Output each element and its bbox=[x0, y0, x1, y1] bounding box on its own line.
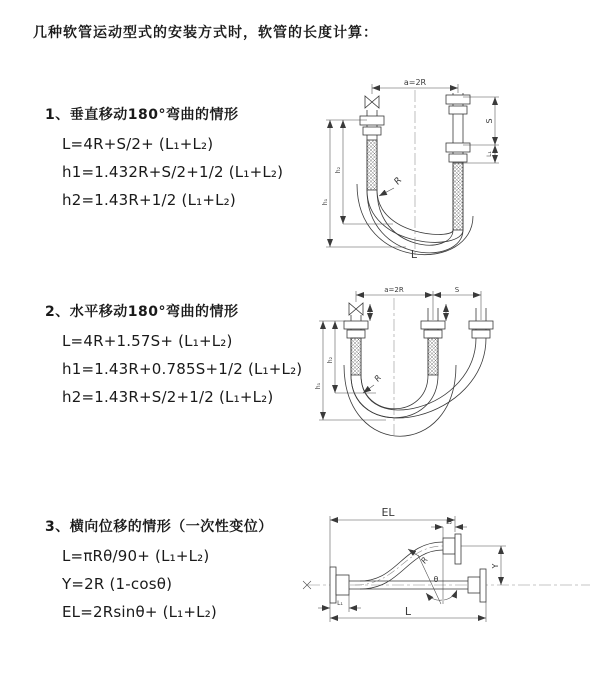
flange bbox=[446, 95, 470, 104]
dim-label-l2: L₂ bbox=[446, 519, 452, 526]
diagram-vertical-180-bend bbox=[308, 66, 553, 261]
section-lateral-displacement bbox=[45, 518, 273, 631]
flange bbox=[360, 116, 384, 125]
dim-label-el: EL bbox=[381, 506, 395, 519]
dim-label-l1: L₁ bbox=[337, 600, 343, 607]
dim-label-h1: h₁ bbox=[315, 382, 322, 390]
dimension-s-l1 bbox=[463, 97, 499, 163]
dim-label-h2: h₂ bbox=[327, 356, 334, 364]
braided-hose-section bbox=[351, 338, 361, 375]
dim-label-y: Y bbox=[491, 563, 500, 569]
flange bbox=[469, 321, 493, 329]
dimension-l2 bbox=[431, 519, 467, 538]
section-1-heading: 1、垂直移动180°弯曲的情形 bbox=[45, 107, 239, 123]
dimension-l1 bbox=[318, 595, 361, 612]
dim-label-s: S bbox=[485, 118, 494, 124]
formula-h2: h2=1.43R+S/2+1/2 (L₁+L₂) bbox=[62, 388, 274, 406]
dim-label-h2: h₂ bbox=[335, 166, 342, 174]
flange bbox=[363, 127, 381, 135]
dim-label-h1: h₁ bbox=[322, 198, 329, 206]
right-flange-assembly bbox=[468, 569, 486, 602]
formula-length: L=4R+S/2+ (L₁+L₂) bbox=[62, 135, 214, 153]
page-title: 几种软管运动型式的安装方式时，软管的长度计算： bbox=[33, 25, 378, 41]
flange bbox=[449, 106, 467, 114]
dim-label-s: S bbox=[454, 286, 460, 294]
flange bbox=[472, 330, 490, 338]
dimension-h1-h2 bbox=[322, 120, 406, 247]
right-pipe-assembly bbox=[446, 93, 470, 230]
left-pipe-assembly bbox=[344, 303, 368, 375]
diagram-horizontal-180-bend bbox=[306, 280, 551, 455]
fitting-length-dims bbox=[370, 304, 446, 321]
flange bbox=[449, 154, 467, 162]
formula-length: L=4R+1.57S+ (L₁+L₂) bbox=[62, 332, 233, 350]
braided-hose-section bbox=[428, 338, 438, 375]
valve-icon bbox=[349, 303, 363, 315]
dim-label-a2r: a=2R bbox=[403, 78, 427, 87]
formula-h2: h2=1.43R+1/2 (L₁+L₂) bbox=[62, 191, 236, 209]
radius-leader bbox=[379, 176, 404, 196]
dim-label-l1: L₁ bbox=[486, 151, 493, 157]
section-2-heading: 2、水平移动180°弯曲的情形 bbox=[45, 304, 239, 320]
dimension-l bbox=[330, 602, 486, 622]
diagram-lateral-displacement bbox=[298, 500, 598, 640]
radius-label: R bbox=[372, 373, 384, 384]
left-flange-assembly bbox=[330, 567, 349, 603]
braided-hose-section bbox=[453, 163, 463, 230]
dim-label-a2r: a=2R bbox=[384, 286, 404, 294]
radius-label: R bbox=[392, 175, 405, 187]
hose-displaced-s-curve bbox=[355, 542, 443, 589]
dimension-el bbox=[330, 506, 455, 567]
dim-label-l: L bbox=[404, 605, 412, 618]
formula-h1: h1=1.43R+0.785S+1/2 (L₁+L₂) bbox=[62, 360, 303, 378]
valve-icon bbox=[365, 96, 379, 108]
formula-el: EL=2Rsinθ+ (L₁+L₂) bbox=[62, 603, 217, 621]
radius-leader bbox=[363, 373, 383, 393]
flange bbox=[421, 321, 445, 329]
hose-u-bend-arcs bbox=[344, 338, 486, 436]
radius-label: R bbox=[419, 555, 430, 566]
flange bbox=[344, 321, 368, 329]
displaced-flange-assembly bbox=[443, 534, 461, 564]
flange bbox=[446, 143, 470, 152]
dim-label-l: L bbox=[410, 248, 418, 261]
section-horizontal-180 bbox=[45, 303, 302, 416]
formula-length: L=πRθ/90+ (L₁+L₂) bbox=[62, 547, 210, 565]
formula-y: Y=2R (1-cosθ) bbox=[62, 575, 173, 593]
section-3-heading: 3、横向位移的情形（一次性变位） bbox=[45, 519, 273, 535]
flange bbox=[347, 330, 365, 338]
section-vertical-180 bbox=[45, 106, 283, 219]
dimension-a-2r-s bbox=[356, 286, 481, 320]
theta-label: θ bbox=[433, 575, 439, 584]
left-pipe-assembly bbox=[360, 96, 384, 190]
flange bbox=[424, 330, 442, 338]
formula-h1: h1=1.432R+S/2+1/2 (L₁+L₂) bbox=[62, 163, 284, 181]
braided-hose-section bbox=[367, 140, 377, 190]
